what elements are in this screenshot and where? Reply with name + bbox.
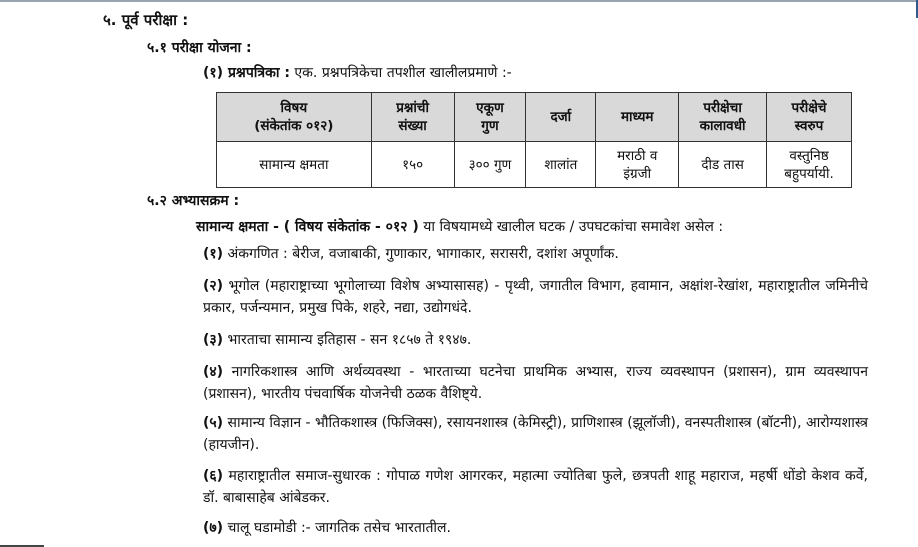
syllabus-item-6: (६) महाराष्ट्रातील समाज-सुधारक : गोपाळ गणेश आगरकर, महात्मा ज्योतिबा फुले, छत्रपती शाहू महाराज, महर्षी धोंडो केशव कर्वे, डॉ. बाबासाहेब आंबेडकर. xyxy=(203,468,868,506)
cell-total-marks: ३०० गुण xyxy=(454,142,526,188)
syllabus-item-5: (५) सामान्य विज्ञान - भौतिकशास्त्र (फिजिक्स), रसायनशास्त्र (केमिस्ट्री), प्राणिशास्त्र (झूलॉजी), वनस्पतीशास्त्र (बॉटनी), आरोग्यशास्त्र (हायजीन). xyxy=(203,415,868,453)
syllabus-item-3: (३) भारताचा सामान्य इतिहास - सन १८५७ ते १९४७. xyxy=(203,332,472,348)
paper-text: एक. प्रश्नपत्रिकेचा तपशील खालीलप्रमाणे :- xyxy=(289,65,512,81)
syllabus-item-7: (७) चालू घडामोडी :- जागतिक तसेच भारतातील. xyxy=(203,520,451,536)
syllabus-intro xyxy=(196,217,723,236)
syllabus-item-4: (४) नागरिकशास्त्र आणि अर्थव्यवस्था - भारताच्या घटनेचा प्राथमिक अभ्यास, राज्य व्यवस्थापन (प्रशासन), ग्राम व्यवस्थापन (प्रशासन), भारतीय पंचवार्षिक योजनेची ठळक वैशिष्ट्ये. xyxy=(203,364,868,402)
syllabus-intro-subject: सामान्य क्षमता - ( विषय संकेतांक - ०१२ ) xyxy=(196,219,419,235)
syllabus-item-1: (१) अंकगणित : बेरीज, वजाबाकी, गुणाकार, भागाकार, सरासरी, दशांश अपूर्णांक. xyxy=(203,246,619,262)
section-5-2-heading: ५.२ अभ्यासक्रम : xyxy=(147,193,240,209)
cell-format: वस्तुनिष्ठ बहुपर्यायी. xyxy=(767,142,852,188)
cell-standard: शालांत xyxy=(526,142,596,188)
paper-line xyxy=(203,63,512,82)
top-rule xyxy=(0,0,918,2)
syllabus-item-2: (२) भूगोल (महाराष्ट्राच्या भूगोलाच्या विशेष अभ्यासासह) - पृथ्वी, जगातील विभाग, हवामान, अक्षांश-रेखांश, महाराष्ट्रातील जमिनीचे प्रकार, पर्जन्यमान, प्रमुख पिके, शहरे, नद्या, उद्योगधंदे. xyxy=(203,278,868,316)
header-question-count: प्रश्नांची संख्या xyxy=(371,93,454,142)
section-5-1-heading: ५.१ परीक्षा योजना : xyxy=(147,40,252,56)
header-format: परीक्षेचे स्वरुप xyxy=(767,93,852,142)
table-header-row xyxy=(217,93,852,142)
cell-medium: मराठी व इंग्रजी xyxy=(596,142,679,188)
paper-label: (१) प्रश्नपत्रिका : xyxy=(203,65,290,81)
header-duration: परीक्षेचा कालावधी xyxy=(679,93,767,142)
header-total-marks: एकूण गुण xyxy=(454,93,526,142)
syllabus-intro-text: या विषयामध्ये खालील घटक / उपघटकांचा समावेश असेल : xyxy=(418,219,724,235)
header-medium: माध्यम xyxy=(596,93,679,142)
section-5-heading: ५. पूर्व परीक्षा : xyxy=(103,11,189,29)
header-subject: विषय (संकेतांक ०१२) xyxy=(217,93,372,142)
exam-scheme-table xyxy=(216,92,852,188)
table-row xyxy=(217,142,852,188)
header-standard: दर्जा xyxy=(526,93,596,142)
cell-subject: सामान्य क्षमता xyxy=(217,142,372,188)
cell-question-count: १५० xyxy=(371,142,454,188)
cell-duration: दीड तास xyxy=(679,142,767,188)
